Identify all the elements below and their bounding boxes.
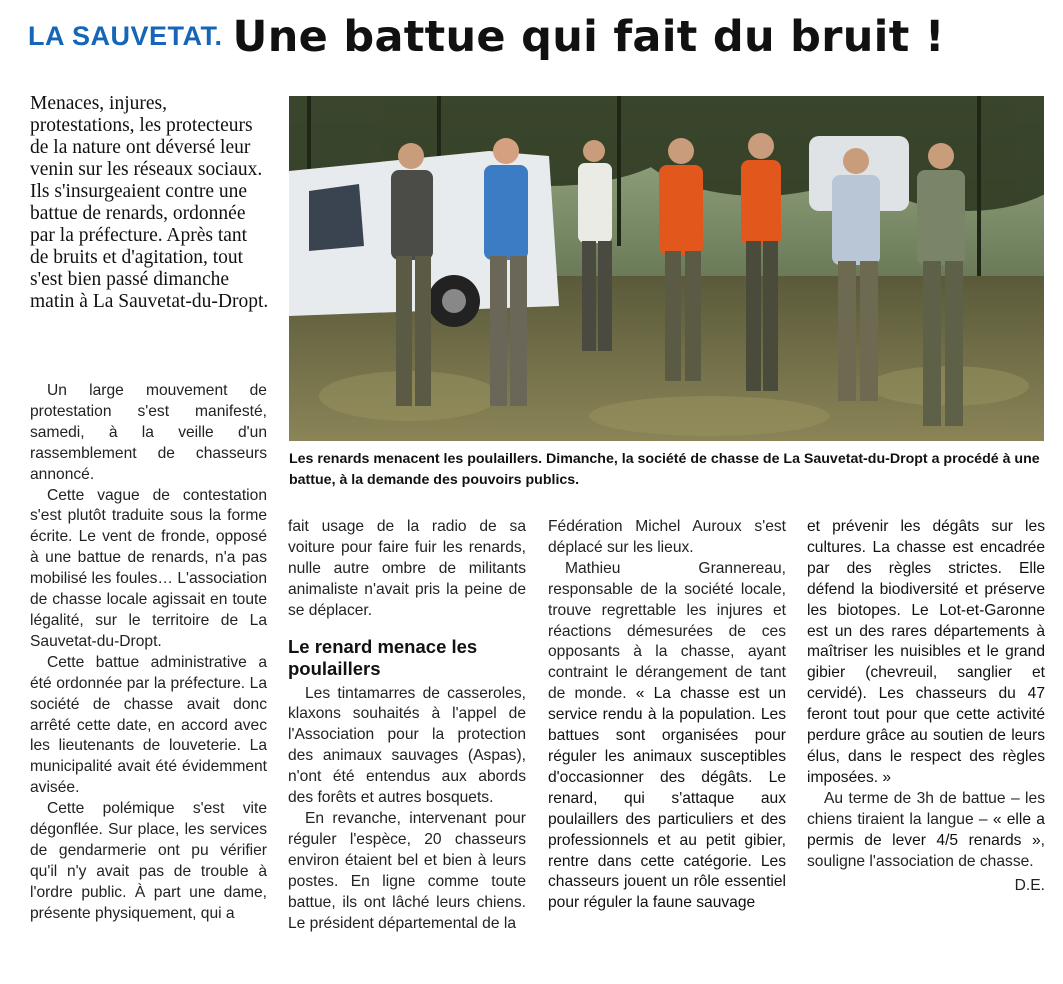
body-paragraph (807, 789, 1045, 873)
article-title: Une battue qui fait du bruit ! (232, 12, 945, 62)
quote-text: « elle a permis de lever 4/5 renards » (807, 810, 1045, 849)
body-paragraph: Les tintamarres de casseroles, klaxons souhaités à l'appel de l'Association pour la protection des animaux sauvages (Aspas), n'ont été entendus aux abords des forêts et autres bosquets. (288, 684, 526, 807)
photo-caption: Les renards menacent les poulaillers. Dimanche, la société de chasse de La Sauvetat-du-Dropt a procédé à une battue, à la demande des pouvoirs publics. (289, 451, 1040, 488)
location-kicker: LA SAUVETAT. (28, 21, 223, 51)
article-photo (289, 96, 1044, 441)
body-paragraph: Cette battue administrative a été ordonnée par la préfecture. La société de chasse avait donc arrêté cette date, en accord avec les lieutenants de louveterie. La municipalité avait été évidemment avisée. (30, 653, 267, 797)
quote-text: « La chasse est un service rendu à la population. Les battues sont organisées pour réguler les animaux susceptibles d'occasionner des dégâts. Le renard, qui s'attaque aux poulaillers des particuliers et des professionnels et au petit gibier, rentre dans cette catégorie. Les chasseurs jouent un rôle essentiel pour réguler la faune sauvage (548, 685, 786, 912)
body-text: Au terme de 3h de battue – les chiens tiraient la langue – (807, 789, 1045, 828)
author-signature: D.E. (1014, 877, 1045, 895)
body-paragraph-continued: Fédération Michel Auroux s'est déplacé sur les lieux. (548, 518, 786, 556)
article-column-4 (807, 517, 1045, 897)
body-paragraph: Un large mouvement de protestation s'est manifesté, samedi, à la veille d'un rassemblement de chasseurs annoncé. (30, 382, 267, 483)
body-paragraph: Cette polémique s'est vite dégonflée. Sur place, les services de gendarmerie ont pu vérifier qu'il n'y avait pas de trouble à l'ordre public. À part une dame, présente physiquement, qui a (30, 800, 267, 922)
body-paragraph: Cette vague de contestation s'est plutôt traduite sous la forme écrite. Le vent de fronde, opposé à une battue de renards, n'a pas mobilisé les foules… L'association de chasse locale agissait en toute légalité, sur le territoire de La Sauvetat-du-Dropt. (30, 486, 267, 650)
body-text: Mathieu Grannereau, responsable de la société locale, trouve regrettable les injures et réactions démesurées de ces opposants à la chasse, ayant contraint le dérangement de tant de monde. (548, 559, 786, 703)
body-paragraph-continued: fait usage de la radio de sa voiture pour faire fuir les renards, nulle autre ombre de militants animaliste n'avait pris la peine de se déplacer. (288, 518, 526, 619)
hunters-group-photo (289, 96, 1044, 441)
article-column-2 (288, 517, 526, 934)
section-subheading: Le renard menace les poulaillers (288, 635, 478, 679)
article-column-3 (548, 517, 786, 914)
article-column-1 (30, 381, 267, 925)
quote-continued: et prévenir les dégâts sur les cultures. La chasse est encadrée par des règles strictes. Elle défend la biodiversité et préserve les biotopes. Le Lot-et-Garonne est un des rares départements à maîtriser les nuisibles et le grand gibier (chevreuil, sanglier et cervidé). Les chasseurs du 47 feront tout pour que cette activité perdure grâce au soutien de leurs élus, dans le respect des règles imposées. » (807, 518, 1045, 786)
article-lead: Menaces, injures, protestations, les protecteurs de la nature ont déversé leur venin sur les réseaux sociaux. Ils s'insurgeaient contre une battue de renards, ordonnée par la préfecture. Après tant de bruits et d'agitation, tout s'est bien passé dimanche matin à La Sauvetat-du-Dropt. (30, 93, 269, 312)
body-paragraph: En revanche, intervenant pour réguler l'espèce, 20 chasseurs environ étaient bel et bien à leurs postes. En ligne comme toute battue, ils ont lâché leurs chiens. Le président départemental de la (288, 809, 526, 932)
body-text: , souligne l'association de chasse. (807, 831, 1045, 870)
headline (28, 12, 945, 62)
body-paragraph (548, 559, 786, 914)
